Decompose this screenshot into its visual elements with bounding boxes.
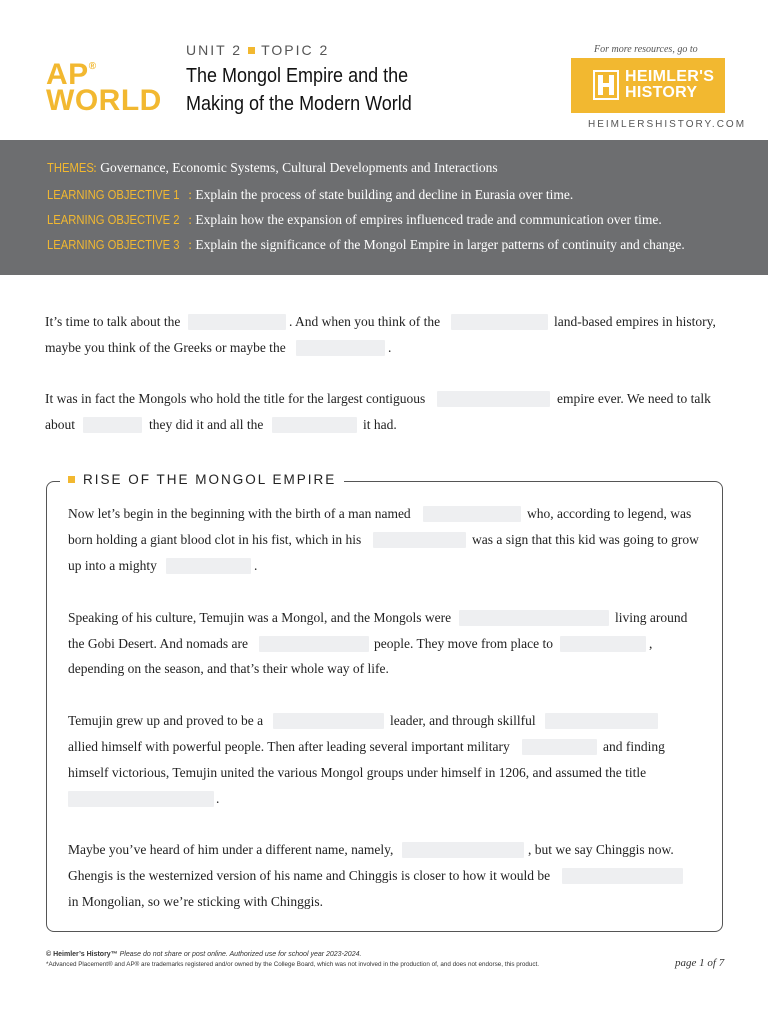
intro-text: . And when you think of the xyxy=(289,314,441,329)
section-text: himself victorious, Temujin united the various Mongol groups under himself in 1206, and assumed the title xyxy=(68,765,647,780)
section-text: depending on the season, and that’s their whole way of life. xyxy=(68,661,389,676)
section-text: leader, and through skillful xyxy=(390,713,536,728)
section-text: up into a mighty xyxy=(68,558,157,573)
separator-dot xyxy=(248,47,255,54)
logo-ap: AP® xyxy=(46,58,97,91)
fill-in-blank[interactable] xyxy=(423,506,521,522)
fill-in-blank[interactable] xyxy=(437,391,550,407)
section-text: in Mongolian, so we’re sticking with Chinggis. xyxy=(68,894,323,909)
intro-text: maybe you think of the Greeks or maybe the xyxy=(45,340,286,355)
h-logo-icon xyxy=(593,70,619,100)
lo3-text: Explain the significance of the Mongol Empire in larger patterns of continuity and change. xyxy=(195,237,685,252)
section-text: the Gobi Desert. And nomads are xyxy=(68,636,248,651)
fill-in-blank[interactable] xyxy=(273,713,384,729)
section-heading xyxy=(60,470,344,490)
fill-in-blank[interactable] xyxy=(188,314,286,330)
intro-text: about xyxy=(45,417,75,432)
brand-name xyxy=(625,69,714,101)
lo2-label: LEARNING OBJECTIVE 2 xyxy=(47,213,180,227)
fill-in-blank[interactable] xyxy=(296,340,385,356)
lo1-row: LEARNING OBJECTIVE 1 : Explain the process of state building and decline in Eurasia over time. xyxy=(47,187,574,202)
lo2-row: LEARNING OBJECTIVE 2 : Explain how the expansion of empires influenced trade and communication over time. xyxy=(47,212,662,227)
fill-in-blank[interactable] xyxy=(451,314,548,330)
intro-text: . xyxy=(388,340,392,355)
intro-text: it had. xyxy=(363,417,397,432)
section-text: who, according to legend, was xyxy=(527,506,692,521)
resources-text: For more resources, go to xyxy=(594,44,698,55)
section-text: . xyxy=(254,558,258,573)
page-number: page 1 of 7 xyxy=(675,957,725,969)
heading-dot xyxy=(68,476,75,483)
fill-in-blank[interactable] xyxy=(68,791,214,807)
fill-in-blank[interactable] xyxy=(259,636,369,652)
section-text: born holding a giant blood clot in his fist, which in his xyxy=(68,532,362,547)
copyright-line xyxy=(46,951,361,958)
fill-in-blank[interactable] xyxy=(373,532,466,548)
section-text: Temujin grew up and proved to be a xyxy=(68,713,264,728)
brand-line-1: HEIMLER'S xyxy=(625,68,715,85)
copyright-text: Please do not share or post online. Authorized use for school year 2023-2024. xyxy=(119,951,362,958)
section-text: people. They move from place to xyxy=(374,636,553,651)
section-text: Ghengis is the westernized version of his name and Chinggis is closer to how it would be xyxy=(68,868,551,883)
trademark-line: *Advanced Placement® and AP® are trademarks registered and/or owned by the College Board, which was not involved in the production of, and does not endorse, this product. xyxy=(46,961,540,968)
section-text: , but we say Chinggis now. xyxy=(528,842,674,857)
section-text: . xyxy=(216,791,220,806)
intro-text: they did it and all the xyxy=(149,417,264,432)
intro-text: It was in fact the Mongols who hold the title for the largest contiguous xyxy=(45,391,426,406)
logo-world: WORLD xyxy=(46,84,162,117)
fill-in-blank[interactable] xyxy=(402,842,524,858)
fill-in-blank[interactable] xyxy=(166,558,251,574)
fill-in-blank[interactable] xyxy=(560,636,646,652)
lo3-label: LEARNING OBJECTIVE 3 xyxy=(47,238,180,252)
fill-in-blank[interactable] xyxy=(522,739,597,755)
fill-in-blank[interactable] xyxy=(272,417,357,433)
title-line-1: The Mongol Empire and the xyxy=(186,65,409,87)
brand-url-link[interactable]: HEIMLERSHISTORY.COM xyxy=(588,119,747,130)
section-text: Maybe you’ve heard of him under a different name, namely, xyxy=(68,842,394,857)
unit-topic-label xyxy=(186,42,329,58)
fill-in-blank[interactable] xyxy=(562,868,683,884)
title-line-2: Making of the Modern World xyxy=(186,93,412,115)
section-text: , xyxy=(649,636,653,651)
section-text: allied himself with powerful people. Then after leading several important military xyxy=(68,739,510,754)
copyright-brand: © Heimler’s History™ xyxy=(46,951,118,958)
themes-text: Governance, Economic Systems, Cultural Developments and Interactions xyxy=(100,160,498,175)
section-heading-text: RISE OF THE MONGOL EMPIRE xyxy=(83,472,337,487)
section-text: Now let’s begin in the beginning with the birth of a man named xyxy=(68,506,411,521)
themes-label: THEMES xyxy=(47,161,94,175)
fill-in-blank[interactable] xyxy=(459,610,609,626)
lo3-row: LEARNING OBJECTIVE 3 : Explain the significance of the Mongol Empire in larger patterns of continuity and change. xyxy=(47,237,685,252)
section-text: and finding xyxy=(603,739,665,754)
themes-band xyxy=(0,140,768,275)
section-text: living around xyxy=(615,610,688,625)
section-text: Speaking of his culture, Temujin was a Mongol, and the Mongols were xyxy=(68,610,452,625)
page-title xyxy=(186,62,412,118)
intro-text: empire ever. We need to talk xyxy=(557,391,711,406)
fill-in-blank[interactable] xyxy=(83,417,142,433)
section-text: was a sign that this kid was going to grow xyxy=(472,532,699,547)
intro-text: land-based empires in history, xyxy=(554,314,716,329)
themes-row: THEMES: Governance, Economic Systems, Cultural Developments and Interactions xyxy=(47,160,498,175)
intro-text: It’s time to talk about the xyxy=(45,314,181,329)
lo1-text: Explain the process of state building and decline in Eurasia over time. xyxy=(195,187,574,202)
topic-label: TOPIC 2 xyxy=(261,42,330,58)
brand-line-2: HISTORY xyxy=(625,84,698,101)
lo2-text: Explain how the expansion of empires influenced trade and communication over time. xyxy=(195,212,662,227)
lo1-label: LEARNING OBJECTIVE 1 xyxy=(47,188,180,202)
fill-in-blank[interactable] xyxy=(545,713,658,729)
unit-label: UNIT 2 xyxy=(186,42,243,58)
heimlers-history-logo[interactable] xyxy=(571,58,725,113)
